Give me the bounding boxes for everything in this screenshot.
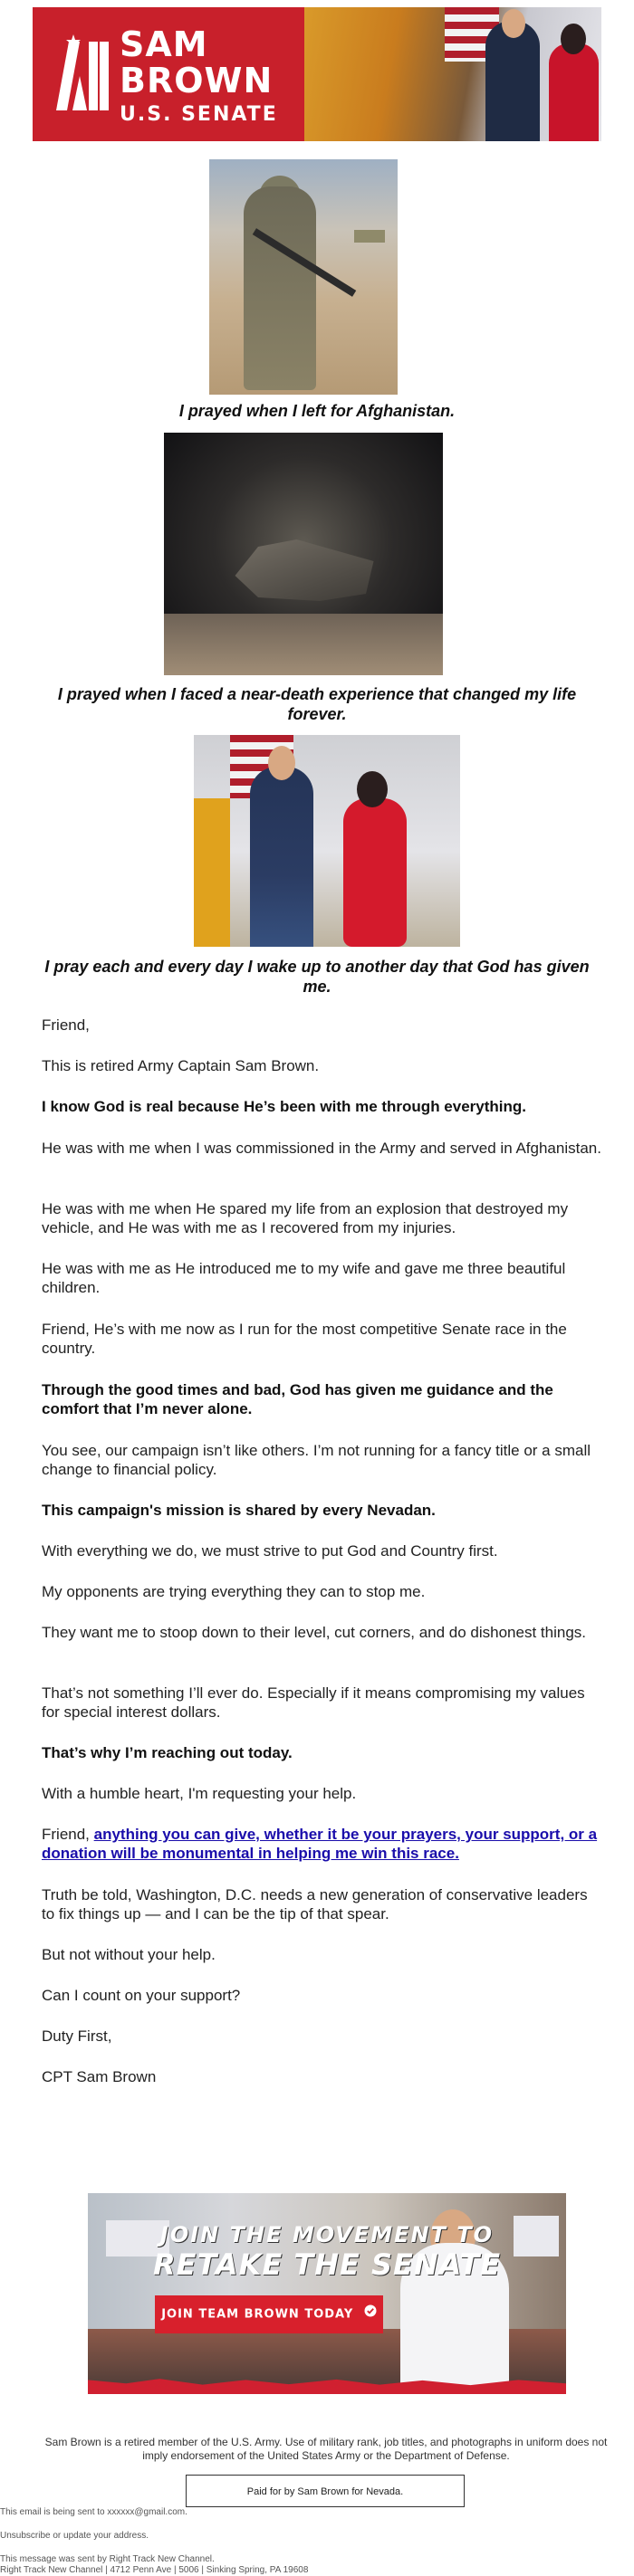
paragraph: He was with me when I was commissioned in the Army and served in Afghanistan. — [42, 1140, 601, 1157]
cta-banner[interactable] — [88, 2193, 566, 2394]
caption-pray-every-day: I pray each and every day I wake up to another day that God has given me. — [44, 958, 590, 996]
caption-afghanistan: I prayed when I left for Afghanistan. — [178, 402, 456, 420]
paid-for-box: Paid for by Sam Brown for Nevada. — [186, 2475, 465, 2507]
cta-title-line1: JOIN THE MOVEMENT TO — [159, 2222, 495, 2247]
cta-title-line2: RETAKE THE SENATE — [152, 2247, 502, 2282]
paragraph-bold: I know God is real because He’s been with me through everything. — [42, 1098, 526, 1115]
paragraph-bold: Through the good times and bad, God has given me guidance and the comfort that I’m never alone. — [42, 1381, 553, 1417]
signoff: Duty First, — [42, 2027, 112, 2045]
greeting: Friend, — [42, 1016, 90, 1034]
banner-woman-figure — [549, 43, 599, 141]
signature: CPT Sam Brown — [42, 2068, 157, 2085]
footer-address: Right Track New Channel | 4712 Penn Ave | 5006 | Sinking Spring, PA 19608 — [0, 2565, 309, 2575]
photo-sam-and-wife — [194, 735, 460, 947]
logo-mark-icon — [53, 33, 109, 110]
paragraph: Truth be told, Washington, D.C. needs a new generation of conservative leaders to fix things up — and I can be the tip of that spear. — [42, 1886, 588, 1922]
footer-sent-by: This message was sent by Right Track New Channel. — [0, 2554, 215, 2564]
footer-unsubscribe-link[interactable]: Unsubscribe or update your address. — [0, 2531, 149, 2541]
paragraph: You see, our campaign isn’t like others. I’m not running for a fancy title or a small change to financial policy. — [42, 1442, 591, 1478]
photo-soldier-afghanistan — [209, 159, 398, 395]
paragraph: That’s not something I’ll ever do. Especially if it means compromising my values for special interest dollars. — [42, 1684, 585, 1721]
military-disclaimer: Sam Brown is a retired member of the U.S. Army. Use of military rank, job titles, and photographs in uniform does not imply endorsement of the United States Army or the Department of Defense. — [44, 2436, 608, 2462]
paragraph: This is retired Army Captain Sam Brown. — [42, 1057, 320, 1074]
paragraph: With everything we do, we must strive to put God and Country first. — [42, 1542, 498, 1560]
paragraph-bold: That’s why I’m reaching out today. — [42, 1744, 293, 1761]
donation-paragraph: Friend, anything you can give, whether it be your prayers, your support, or a donation will be monumental in helping me win this race. — [42, 1826, 598, 1862]
header-banner — [33, 7, 601, 141]
footer-sent-to: This email is being sent to xxxxxx@gmail.com. — [0, 2507, 187, 2517]
paragraph: They want me to stoop down to their level, cut corners, and do dishonest things. — [42, 1624, 587, 1641]
paragraph: With a humble heart, I'm requesting your help. — [42, 1785, 357, 1802]
logo-text: SAM BROWN U.S. SENATE — [120, 24, 278, 126]
paragraph: My opponents are trying everything they can to stop me. — [42, 1583, 426, 1600]
check-circle-icon — [364, 2295, 377, 2333]
paragraph-bold: This campaign's mission is shared by every Nevadan. — [42, 1502, 436, 1519]
paragraph: Friend, He’s with me now as I run for the most competitive Senate race in the country. — [42, 1321, 567, 1357]
paragraph: He was with me when He spared my life from an explosion that destroyed my vehicle, and He was with me as I recovered from my injuries. — [42, 1200, 569, 1236]
donation-link[interactable]: anything you can give, whether it be your prayers, your support, or a donation will be monumental in helping me win this race. — [42, 1826, 598, 1862]
paragraph: Can I count on your support? — [42, 1987, 241, 2004]
join-team-brown-button[interactable]: JOIN TEAM BROWN TODAY — [155, 2295, 383, 2333]
caption-near-death: I prayed when I faced a near-death experience that changed my life forever. — [57, 685, 577, 723]
photo-destroyed-vehicle — [164, 433, 443, 675]
banner-man-figure — [485, 21, 540, 141]
paragraph: He was with me as He introduced me to my wife and gave me three beautiful children. — [42, 1260, 566, 1296]
paragraph: But not without your help. — [42, 1946, 216, 1963]
